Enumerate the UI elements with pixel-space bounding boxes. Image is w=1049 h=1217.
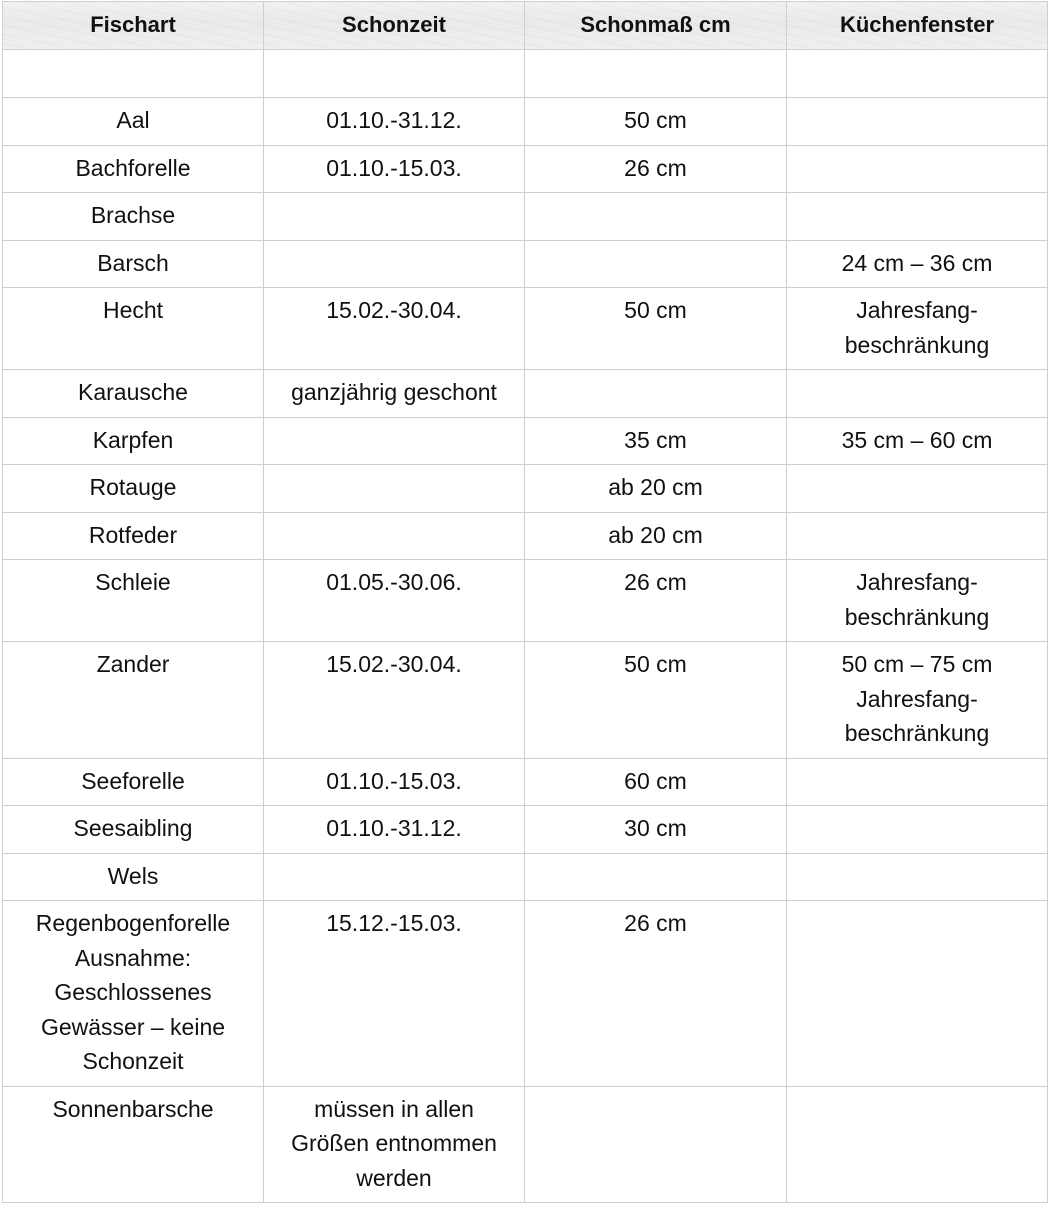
cell-kuechenfenster — [787, 758, 1048, 806]
cell-fischart: Karausche — [3, 370, 264, 418]
cell-kuechenfenster — [787, 193, 1048, 241]
cell-schonzeit: 15.02.-30.04. — [264, 642, 525, 759]
cell-schonzeit: 01.10.-15.03. — [264, 145, 525, 193]
header-fischart: Fischart — [3, 2, 264, 50]
cell-kuechenfenster — [787, 98, 1048, 146]
cell-schonzeit — [264, 512, 525, 560]
table-row — [3, 512, 1048, 560]
cell-schonmass — [525, 193, 787, 241]
cell-schonzeit — [264, 465, 525, 513]
cell-schonzeit — [264, 193, 525, 241]
table-row — [3, 145, 1048, 193]
table-row — [3, 1086, 1048, 1203]
cell-kuechenfenster — [787, 465, 1048, 513]
table-row — [3, 853, 1048, 901]
header-schonmass: Schonmaß cm — [525, 2, 787, 50]
cell-fischart: Regenbogenforelle Ausnahme: Geschlossenes Gewässer – keine Schonzeit — [3, 901, 264, 1087]
cell-schonzeit: 15.12.-15.03. — [264, 901, 525, 1087]
cell-schonmass: 30 cm — [525, 806, 787, 854]
table-row — [3, 901, 1048, 1087]
cell-schonmass — [525, 1086, 787, 1203]
table-row — [3, 758, 1048, 806]
cell-kuechenfenster: 24 cm – 36 cm — [787, 240, 1048, 288]
cell-fischart: Seeforelle — [3, 758, 264, 806]
cell-schonmass: 26 cm — [525, 145, 787, 193]
cell-schonzeit: 01.10.-15.03. — [264, 758, 525, 806]
cell-schonzeit — [264, 50, 525, 98]
cell-schonmass: 50 cm — [525, 642, 787, 759]
table-row — [3, 98, 1048, 146]
table-row — [3, 240, 1048, 288]
cell-schonmass: 50 cm — [525, 288, 787, 370]
cell-kuechenfenster — [787, 853, 1048, 901]
table-row — [3, 193, 1048, 241]
table-row — [3, 370, 1048, 418]
cell-schonzeit — [264, 240, 525, 288]
table-row — [3, 417, 1048, 465]
cell-kuechenfenster: 50 cm – 75 cm Jahresfang- beschränkung — [787, 642, 1048, 759]
cell-fischart: Seesaibling — [3, 806, 264, 854]
cell-schonmass: 60 cm — [525, 758, 787, 806]
cell-schonmass: ab 20 cm — [525, 465, 787, 513]
cell-kuechenfenster — [787, 512, 1048, 560]
cell-schonzeit: 15.02.-30.04. — [264, 288, 525, 370]
cell-fischart: Brachse — [3, 193, 264, 241]
cell-schonmass: ab 20 cm — [525, 512, 787, 560]
cell-schonzeit: 01.05.-30.06. — [264, 560, 525, 642]
table-row — [3, 288, 1048, 370]
cell-schonzeit: 01.10.-31.12. — [264, 98, 525, 146]
cell-kuechenfenster — [787, 806, 1048, 854]
table-row — [3, 642, 1048, 759]
cell-schonmass: 26 cm — [525, 901, 787, 1087]
cell-fischart: Aal — [3, 98, 264, 146]
cell-fischart: Schleie — [3, 560, 264, 642]
cell-kuechenfenster — [787, 370, 1048, 418]
cell-schonzeit: müssen in allen Größen entnommen werden — [264, 1086, 525, 1203]
cell-kuechenfenster — [787, 901, 1048, 1087]
header-schonzeit: Schonzeit — [264, 2, 525, 50]
cell-schonzeit: 01.10.-31.12. — [264, 806, 525, 854]
cell-kuechenfenster: 35 cm – 60 cm — [787, 417, 1048, 465]
cell-schonzeit: ganzjährig geschont — [264, 370, 525, 418]
cell-fischart: Karpfen — [3, 417, 264, 465]
cell-fischart: Sonnenbarsche — [3, 1086, 264, 1203]
cell-fischart: Barsch — [3, 240, 264, 288]
table-row-empty — [3, 50, 1048, 98]
cell-kuechenfenster: Jahresfang- beschränkung — [787, 560, 1048, 642]
cell-kuechenfenster — [787, 1086, 1048, 1203]
cell-schonmass — [525, 50, 787, 98]
cell-fischart: Bachforelle — [3, 145, 264, 193]
cell-fischart: Wels — [3, 853, 264, 901]
cell-schonmass — [525, 853, 787, 901]
table-row — [3, 465, 1048, 513]
cell-kuechenfenster: Jahresfang- beschränkung — [787, 288, 1048, 370]
cell-fischart: Rotauge — [3, 465, 264, 513]
cell-fischart: Rotfeder — [3, 512, 264, 560]
cell-schonmass: 26 cm — [525, 560, 787, 642]
table-row — [3, 560, 1048, 642]
header-kuechenfenster: Küchenfenster — [787, 2, 1048, 50]
table-row — [3, 806, 1048, 854]
cell-schonmass: 35 cm — [525, 417, 787, 465]
header-row — [3, 2, 1048, 50]
cell-fischart — [3, 50, 264, 98]
fish-regulations-table — [2, 1, 1048, 1203]
cell-schonmass — [525, 370, 787, 418]
cell-kuechenfenster — [787, 145, 1048, 193]
cell-fischart: Zander — [3, 642, 264, 759]
cell-kuechenfenster — [787, 50, 1048, 98]
cell-schonzeit — [264, 853, 525, 901]
cell-schonmass — [525, 240, 787, 288]
cell-schonmass: 50 cm — [525, 98, 787, 146]
cell-fischart: Hecht — [3, 288, 264, 370]
cell-schonzeit — [264, 417, 525, 465]
